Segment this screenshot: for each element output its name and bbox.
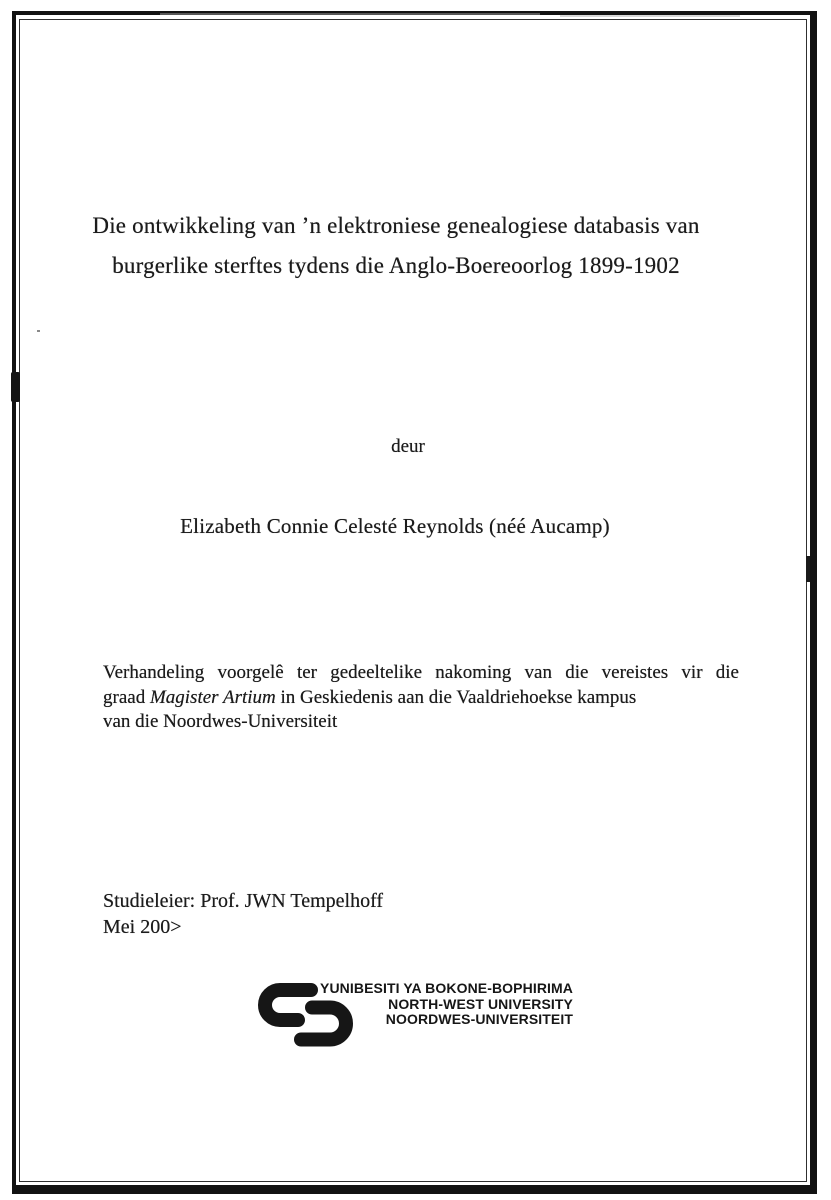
scan-artifact-speck: [806, 556, 810, 582]
degree-statement-line1: Verhandeling voorgelê ter gedeeltelike nakoming van die vereistes vir die: [103, 662, 739, 683]
logo-line-english: NORTH-WEST UNIVERSITY: [388, 995, 573, 1012]
author-name: Elizabeth Connie Celesté Reynolds (néé Aucamp): [180, 514, 610, 538]
byline: deur: [391, 436, 425, 457]
logo-line-setswana: YUNIBESITI YA BOKONE-BOPHIRIMA: [320, 980, 573, 996]
date-line: Mei 200>: [103, 916, 182, 938]
degree-statement: [103, 661, 739, 735]
degree-name-italic: Magister Artium: [149, 686, 276, 708]
thesis-title-line1: Die ontwikkeling van ’n elektroniese genealogiese databasis van: [92, 213, 700, 238]
university-logo: [257, 981, 573, 1051]
logo-line-afrikaans: NOORDWES-UNIVERSITEIT: [385, 1011, 573, 1028]
scan-artifact-speck: [37, 330, 40, 332]
degree-statement-line2-prefix: graad: [103, 686, 150, 708]
scan-artifact-streak: [560, 15, 740, 17]
degree-statement-line2: [103, 686, 739, 711]
thesis-title: [0, 206, 792, 286]
degree-statement-line2-suffix: in Geskiedenis aan die Vaaldriehoekse kampus: [275, 686, 637, 708]
supervisor-line: Studieleier: Prof. JWN Tempelhoff: [103, 890, 384, 912]
thesis-title-line2: burgerlike sterftes tydens die Anglo-Boereoorlog 1899-1902: [112, 253, 680, 278]
scan-artifact-blob: [11, 372, 20, 402]
scan-artifact-streak: [160, 13, 540, 15]
degree-statement-line3: van die Noordwes-Universiteit: [103, 711, 338, 732]
university-logo-text: [320, 981, 573, 1028]
